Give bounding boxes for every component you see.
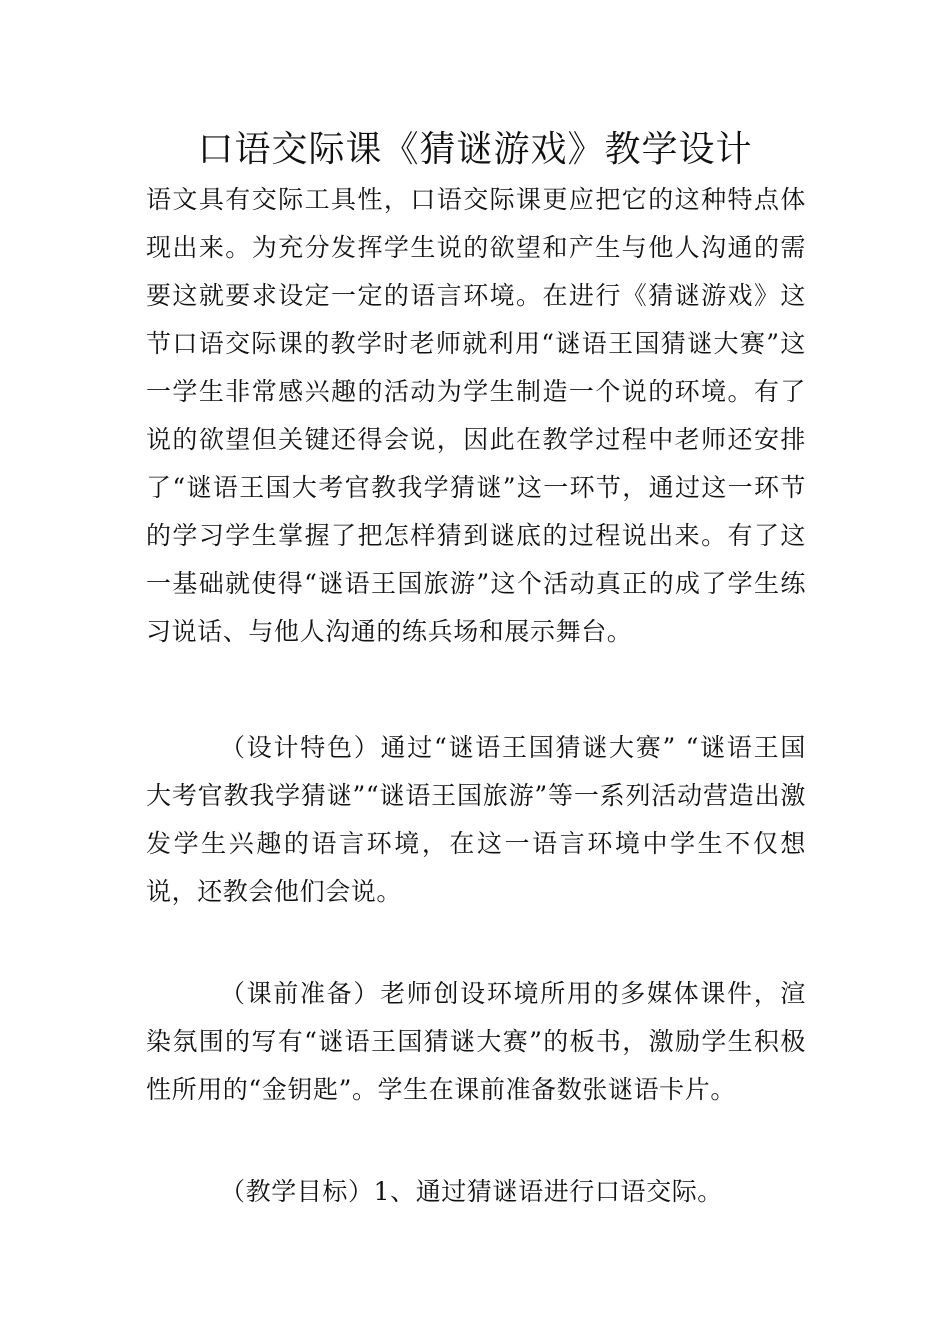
design-features-paragraph: （设计特色）通过“谜语王国猜谜大赛” “谜语王国大考官教我学猜谜”“谜语王国旅游”等一系列活动营造出激发学生兴趣的语言环境，在这一语言环境中学生不仅想说，还教会他们会说。 bbox=[146, 733, 806, 906]
preparation-paragraph: （课前准备）老师创设环境所用的多媒体课件，渲染氛围的写有“谜语王国猜谜大赛”的板书，激励学生积极性所用的“金钥匙”。学生在课前准备数张谜语卡片。 bbox=[146, 979, 806, 1104]
intro-paragraph: 语文具有交际工具性，口语交际课更应把它的这种特点体现出来。为充分发挥学生说的欲望和产生与他人沟通的需要这就要求设定一定的语言环境。在进行《猜谜游戏》这节口语交际课的教学时老师就利用“谜语王国猜谜大赛”这一学生非常感兴趣的活动为学生制造一个说的环境。有了说的欲望但关键还得会说，因此在教学过程中老师还安排了“谜语王国大考官教我学猜谜”这一环节，通过这一环节的学习学生掌握了把怎样猜到谜底的过程说出来。有了这一基础就使得“谜语王国旅游”这个活动真正的成了学生练习说话、与他人沟通的练兵场和展示舞台。 bbox=[146, 185, 806, 646]
teaching-goals-paragraph: （教学目标）1、通过猜谜语进行口语交际。 bbox=[220, 1177, 723, 1206]
document-title: 口语交际课《猜谜游戏》教学设计 bbox=[197, 129, 753, 170]
